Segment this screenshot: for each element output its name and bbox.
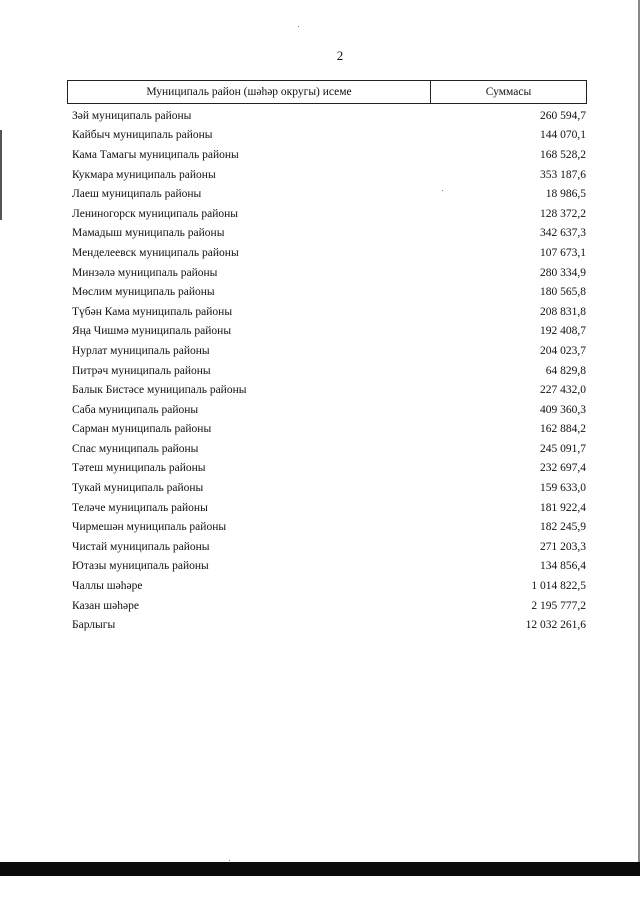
page-number: 2 — [336, 48, 344, 63]
row-amount: 2 195 777,2 — [531, 599, 586, 612]
row-amount: 208 831,8 — [540, 305, 586, 318]
row-amount: 12 032 261,6 — [525, 619, 586, 632]
row-name: Тукай муниципаль районы — [72, 482, 204, 495]
scan-artifact-bottom-bar — [0, 862, 640, 876]
row-amount: 227 432,0 — [540, 384, 586, 397]
table-row — [72, 322, 586, 342]
row-name: Кайбыч муниципаль районы — [72, 129, 213, 142]
table-row — [72, 400, 586, 420]
table-row — [72, 596, 586, 616]
table-row — [72, 243, 586, 263]
row-amount: 144 070,1 — [540, 129, 586, 142]
table-row — [72, 126, 586, 146]
row-name: Казан шәһәре — [72, 599, 139, 612]
row-amount: 159 633,0 — [540, 482, 586, 495]
table-row — [72, 184, 586, 204]
row-name: Теләче муниципаль районы — [72, 501, 208, 514]
table-row — [72, 615, 586, 635]
row-amount: 1 014 822,5 — [531, 580, 586, 593]
table-row — [72, 557, 586, 577]
table-row — [72, 106, 586, 126]
row-name: Лаеш муниципаль районы — [72, 188, 202, 201]
scan-speck — [229, 860, 230, 861]
row-amount: 245 091,7 — [540, 442, 586, 455]
row-name: Менделеевск муниципаль районы — [72, 246, 239, 259]
column-header-name: Муниципаль район (шәһәр округы) исеме — [68, 81, 431, 103]
table-row — [72, 459, 586, 479]
row-name: Балык Бистәсе муниципаль районы — [72, 384, 247, 397]
table-row — [72, 380, 586, 400]
row-amount: 107 673,1 — [540, 246, 586, 259]
row-amount: 204 023,7 — [540, 344, 586, 357]
row-name: Саба муниципаль районы — [72, 403, 199, 416]
table-row — [72, 302, 586, 322]
table-row — [72, 361, 586, 381]
row-name: Мамадыш муниципаль районы — [72, 227, 225, 240]
table-row — [72, 282, 586, 302]
table-row — [72, 165, 586, 185]
row-amount: 180 565,8 — [540, 286, 586, 299]
row-amount: 134 856,4 — [540, 560, 586, 573]
table-row — [72, 341, 586, 361]
row-name: Кукмара муниципаль районы — [72, 168, 216, 181]
column-header-sum: Суммасы — [485, 86, 532, 98]
row-name: Мөслим муниципаль районы — [72, 286, 215, 299]
table-body — [72, 106, 586, 635]
table-row — [72, 517, 586, 537]
row-amount: 260 594,7 — [540, 109, 586, 122]
row-name: Чистай муниципаль районы — [72, 540, 210, 553]
table-row — [72, 537, 586, 557]
row-name: Зәй муниципаль районы — [72, 109, 192, 122]
row-name: Барлыгы — [72, 619, 116, 632]
table-row — [72, 478, 586, 498]
row-amount: 162 884,2 — [540, 423, 586, 436]
row-name: Ютазы муниципаль районы — [72, 560, 209, 573]
row-name: Тәтеш муниципаль районы — [72, 462, 206, 475]
row-name: Түбән Кама муниципаль районы — [72, 305, 233, 318]
row-amount: 353 187,6 — [540, 168, 586, 181]
row-amount: 182 245,9 — [540, 521, 586, 534]
row-amount: 280 334,9 — [540, 266, 586, 279]
row-amount: 232 697,4 — [540, 462, 586, 475]
table-row — [72, 145, 586, 165]
row-name: Минзәлә муниципаль районы — [72, 266, 218, 279]
scan-speck — [298, 26, 299, 27]
row-name: Спас муниципаль районы — [72, 442, 199, 455]
row-name: Лениногорск муниципаль районы — [72, 207, 239, 220]
table-row — [72, 224, 586, 244]
row-amount: 168 528,2 — [540, 148, 586, 161]
row-name: Нурлат муниципаль районы — [72, 344, 210, 357]
row-amount: 181 922,4 — [540, 501, 586, 514]
row-name: Сарман муниципаль районы — [72, 423, 212, 436]
row-name: Питрәч муниципаль районы — [72, 364, 211, 377]
row-amount: 64 829,8 — [545, 364, 586, 377]
table-row — [72, 204, 586, 224]
row-amount: 18 986,5 — [545, 188, 586, 201]
row-amount: 342 637,3 — [540, 227, 586, 240]
row-name: Яңа Чишмә муниципаль районы — [72, 325, 232, 338]
table-row — [72, 498, 586, 518]
row-amount: 271 203,3 — [540, 540, 586, 553]
row-name: Чаллы шәһәре — [72, 580, 143, 593]
row-name: Чирмешән муниципаль районы — [72, 521, 227, 534]
row-name: Кама Тамагы муниципаль районы — [72, 148, 239, 161]
row-amount: 409 360,3 — [540, 403, 586, 416]
row-amount: 128 372,2 — [540, 207, 586, 220]
row-amount: 192 408,7 — [540, 325, 586, 338]
table-row — [72, 420, 586, 440]
table-header — [67, 80, 587, 104]
scan-artifact-left-edge — [0, 130, 2, 220]
table-row — [72, 439, 586, 459]
table-row — [72, 263, 586, 283]
table-row — [72, 576, 586, 596]
